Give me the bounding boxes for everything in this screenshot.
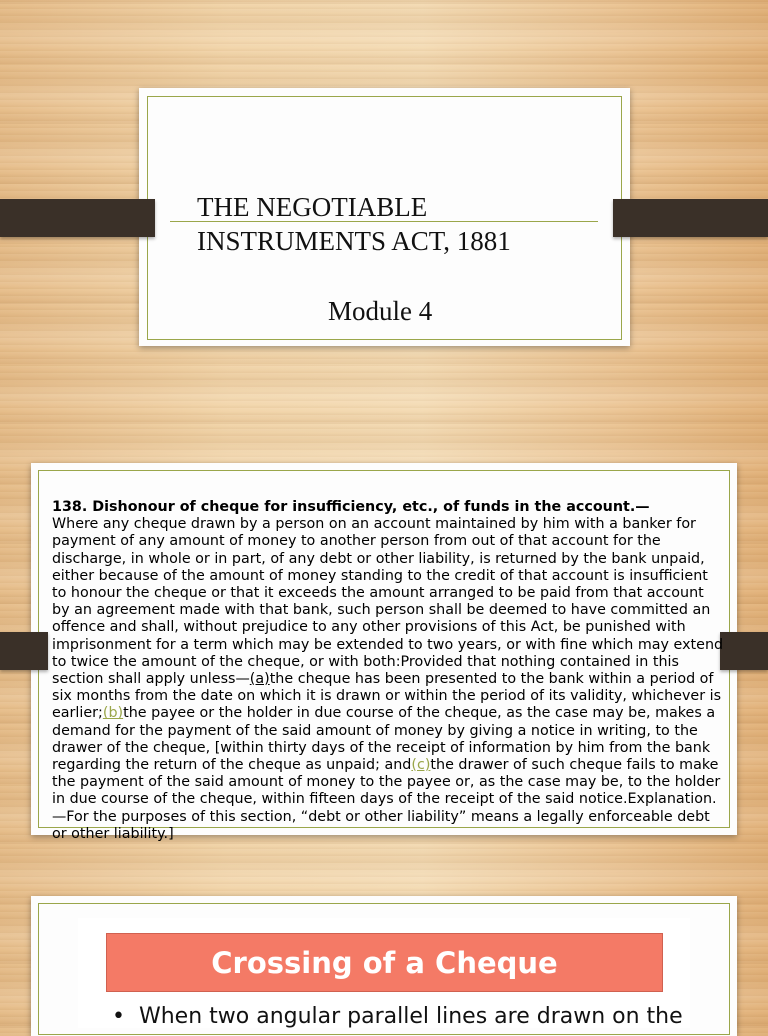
slide-2-right-tab [720, 632, 768, 670]
bullet-item [112, 1004, 712, 1029]
clause-b-link[interactable]: (b) [102, 705, 124, 722]
slide-1-right-tab [613, 199, 768, 237]
bullet-text: When two angular parallel lines are drawn on the [138, 1004, 683, 1029]
bullet-icon: • [112, 1004, 139, 1029]
slide-2-left-tab [0, 632, 48, 670]
slide-1 [0, 0, 768, 432]
section-heading: 138. Dishonour of cheque for insufficiency, etc., of funds in the account.— [52, 499, 650, 515]
section-138-text [52, 499, 724, 843]
crossing-banner [106, 933, 663, 992]
body-part-3: the payee or the holder in due course of the cheque, as the case may be, makes a demand for the payment of the said amount of money by giving a notice in writing, to the drawer of the cheque, [within thirty days of the receipt of information by him from the bank regarding the return of the cheque as unpaid; and [52, 705, 716, 774]
slide-1-subtitle: Module 4 [328, 296, 433, 326]
slide-1-title: THE NEGOTIABLE INSTRUMENTS ACT, 1881 [197, 192, 511, 256]
body-part-1: Where any cheque drawn by a person on an account maintained by him with a banker for payment of any amount of money to another person from out of that account for the discharge, in whole or in part, of any debt or other liability, is returned by the bank unpaid, either because of the amount of money standing to the credit of that account is insufficient to honour the cheque or that it exceeds the amount arranged to be paid from that account by an agreement made with that bank, such person shall be deemed to have committed an offence and shall, without prejudice to any other provisions of this Act, be punished with imprisonment for a term which may be extended to two years, or with fine which may extend to twice the amount of the cheque, or with both:Provided that nothing contained in this section shall apply unless— [52, 516, 724, 688]
body-part-4: the drawer of such cheque fails to make the payment of the said amount of money to the payee or, as the case may be, to the holder in due course of the cheque, within fifteen days of the receipt of the said notice.Explanation.—For the purposes of this section, “debt or other liability” means a legally enforceable debt or other liability.] [52, 757, 721, 842]
slide-1-left-tab [0, 199, 155, 237]
clause-a-label[interactable]: (a) [249, 671, 270, 688]
crossing-banner-title: Crossing of a Cheque [211, 945, 558, 980]
body-part-2: the cheque has been presented to the bank within a period of six months from the date on which it is drawn or within the period of its validity, whichever is earlier; [52, 671, 722, 722]
clause-c-link[interactable]: (c) [411, 757, 431, 774]
